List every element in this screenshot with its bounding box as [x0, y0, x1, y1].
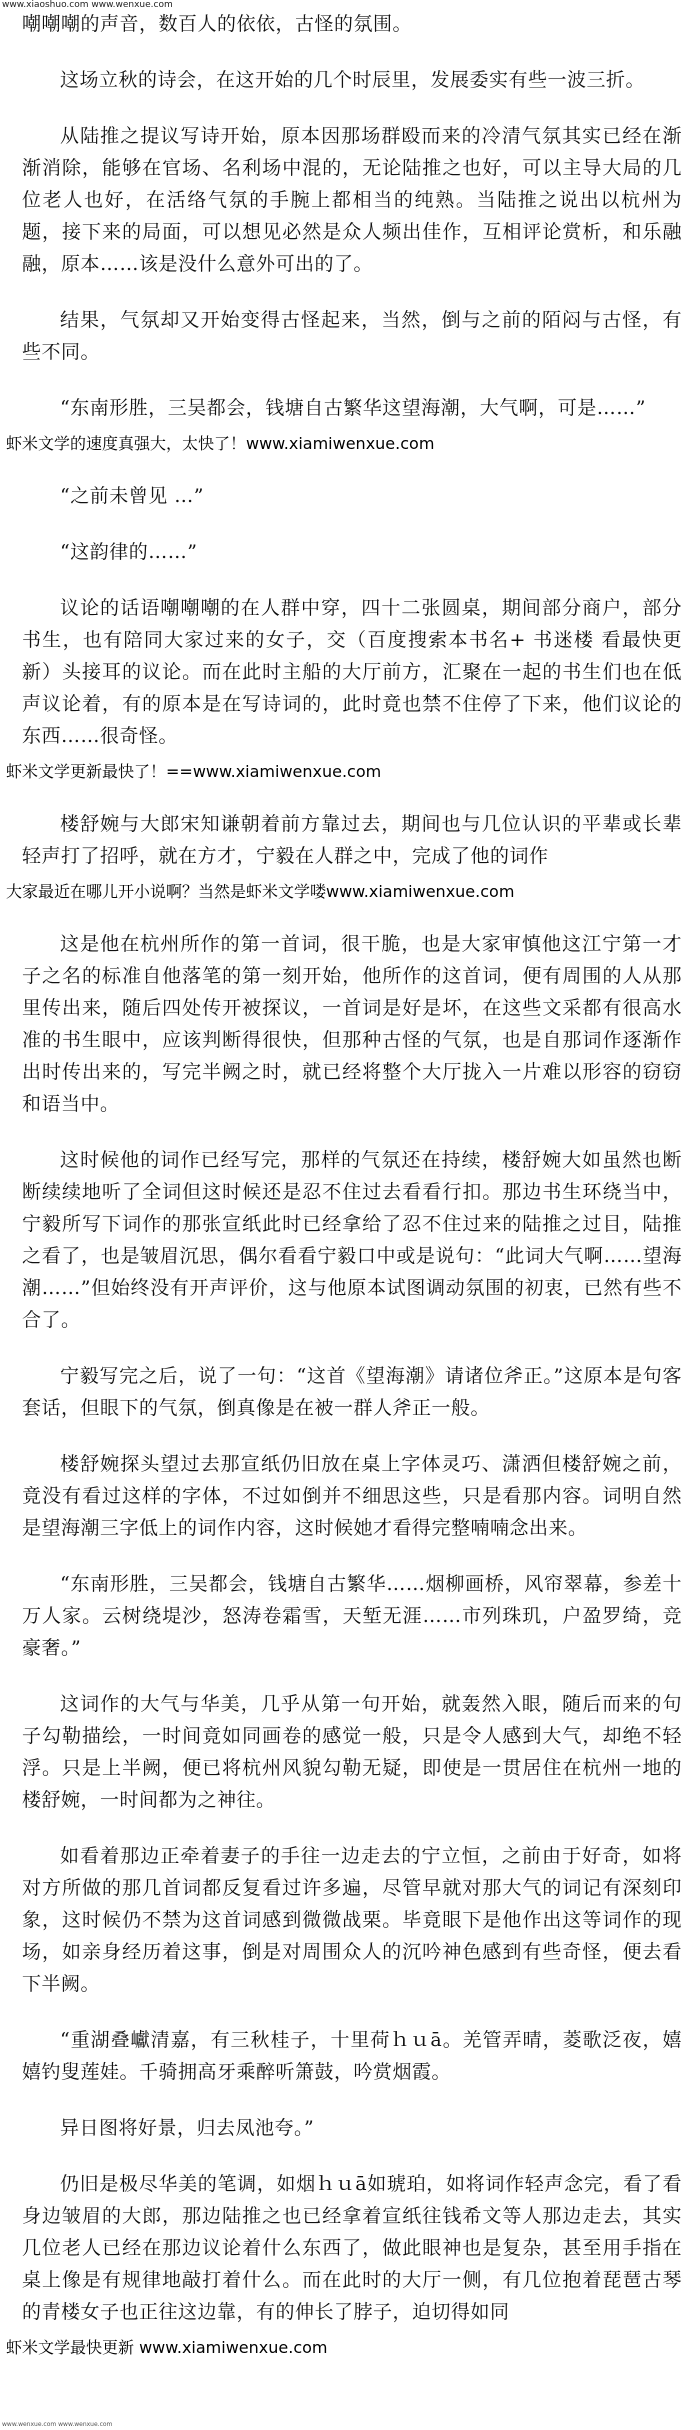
paragraph: 这是他在杭州所作的第一首词，很干脆，也是大家审慎他这江宁第一才子之名的标准自他落笔的第一刻开始，他所作的这首词，便有周围的人从那里传出来，随后四处传开被探议，一首词是好是坏，在这些文采都有很高水准的书生眼中，应该判断得很快，但那种古怪的气氛，也是自那词作逐渐作出时传出来的，写完半阙之时，就已经将整个大厅拢入一片难以形容的窃窃和语当中。 [22, 933, 682, 1115]
paragraph: “之前未曾见 …” [60, 485, 204, 507]
paragraph: 嘲嘲嘲的声音，数百人的依依，古怪的氛围。 [22, 13, 413, 35]
paragraph: 仍旧是极尽华美的笔调，如烟ｈｕā如琥珀，如将词作轻声念完，看了看身边皱眉的大郎，那边陆推之也已经拿着宣纸往钱希文等人那边走去，其实几位老人已经在那边议论着什么东西了，做此眼神也是复杂，甚至用手指在桌上像是有规律地敲打着什么。而在此时的大厅一侧，有几位抱着琵琶古琴的青楼女子也正往这边靠，有的伸长了脖子，迫切得如同 [22, 2173, 682, 2323]
ad-banner[interactable]: 大家最近在哪儿开小说啊？当然是虾米文学喽www.xiamiwenxue.com [6, 882, 515, 901]
paragraph: 这词作的大气与华美，几乎从第一句开始，就轰然入眼，随后而来的句子勾勒描绘，一时间竟如同画卷的感觉一般，只是令人感到大气，却绝不轻浮。只是上半阙，便已将杭州风貌勾勒无疑，即使是一贯居住在杭州一地的楼舒婉，一时间都为之神往。 [22, 1693, 682, 1811]
paragraph: “东南形胜，三吴都会，钱塘自古繁华这望海潮，大气啊，可是……” [60, 397, 646, 419]
ad-banner[interactable]: 虾米文学最快更新 www.xiamiwenxue.com [6, 2338, 328, 2357]
paragraph: 宁毅写完之后，说了一句：“这首《望海潮》请诸位斧正。”这原本是句客套话，但眼下的气氛，倒真像是在被一群人斧正一般。 [22, 1365, 682, 1419]
paragraph: 结果，气氛却又开始变得古怪起来，当然，倒与之前的陌闷与古怪，有些不同。 [22, 309, 682, 363]
paragraph: 楼舒婉与大郎宋知谦朝着前方靠过去，期间也与几位认识的平辈或长辈轻声打了招呼，就在方才，宁毅在人群之中，完成了他的词作 [22, 813, 682, 867]
paragraph: 议论的话语嘲嘲嘲的在人群中穿，四十二张圆桌，期间部分商户，部分书生，也有陪同大家过来的女子，交（百度搜索本书名+ 书迷楼 看最快更新）头接耳的议论。而在此时主船的大厅前方，汇聚在一起的书生们也在低声议论着，有的原本是在写诗词的，此时竟也禁不住停了下来，他们议论的东西……很奇怪。 [22, 597, 682, 747]
paragraph: 这场立秋的诗会，在这开始的几个时辰里，发展委实有些一波三折。 [60, 69, 646, 91]
watermark-top: www.xiaoshuo.com www.wenxue.com [2, 0, 173, 10]
paragraph: “这韵律的……” [60, 541, 198, 563]
paragraph: 如看着那边正牵着妻子的手往一边走去的宁立恒，之前由于好奇，如将对方所做的那几首词都反复看过许多遍，尽管早就对那大气的词记有深刻印象，这时候仍不禁为这首词感到微微战栗。毕竟眼下是他作出这等词作的现场，如亲身经历着这事，倒是对周围众人的沉吟神色感到有些奇怪，便去看下半阙。 [22, 1845, 682, 1995]
chapter-body [0, 8, 700, 2384]
paragraph: 楼舒婉探头望过去那宣纸仍旧放在桌上字体灵巧、潇洒但楼舒婉之前，竟没有看过这样的字体，不过如倒并不细思这些，只是看那内容。词明自然是望海潮三字低上的词作内容，这时候她才看得完整喃喃念出来。 [22, 1453, 682, 1539]
paragraph: 从陆推之提议写诗开始，原本因那场群殴而来的冷清气氛其实已经在渐渐消除，能够在官场、名利场中混的，无论陆推之也好，可以主导大局的几位老人也好，在活络气氛的手腕上都相当的纯熟。当陆推之说出以杭州为题，接下来的局面，可以想见必然是众人频出佳作，互相评论赏析，和乐融融，原本……该是没什么意外可出的了。 [22, 125, 682, 275]
ad-banner[interactable]: 虾米文学的速度真强大，太快了！www.xiamiwenxue.com [6, 434, 435, 453]
paragraph: “东南形胜，三吴都会，钱塘自古繁华……烟柳画桥，风帘翠幕，参差十万人家。云树绕堤沙，怒涛卷霜雪，天堑无涯……市列珠玑，户盈罗绮，竞豪奢。” [22, 1573, 682, 1659]
paragraph: 异日图将好景，归去凤池夸。” [60, 2117, 315, 2139]
watermark-bottom: www.wenxue.com www.wenxue.com [2, 2421, 113, 2428]
ad-banner[interactable]: 虾米文学更新最快了！==www.xiamiwenxue.com [6, 762, 382, 781]
paragraph: 这时候他的词作已经写完，那样的气氛还在持续，楼舒婉大如虽然也断断续续地听了全词但这时候还是忍不住过去看看行扣。那边书生环绕当中，宁毅所写下词作的那张宣纸此时已经拿给了忍不住过来的陆推之过目，陆推之看了，也是皱眉沉思，偶尔看看宁毅口中或是说句：“此词大气啊……望海潮……”但始终没有开声评价，这与他原本试图调动氛围的初衷，已然有些不合了。 [22, 1149, 682, 1331]
paragraph: “重湖叠巘清嘉，有三秋桂子，十里荷ｈｕā。羌管弄晴，菱歌泛夜，嬉嬉钓叟莲娃。千骑拥高牙乘醉听箫鼓，吟赏烟霞。 [22, 2029, 682, 2083]
